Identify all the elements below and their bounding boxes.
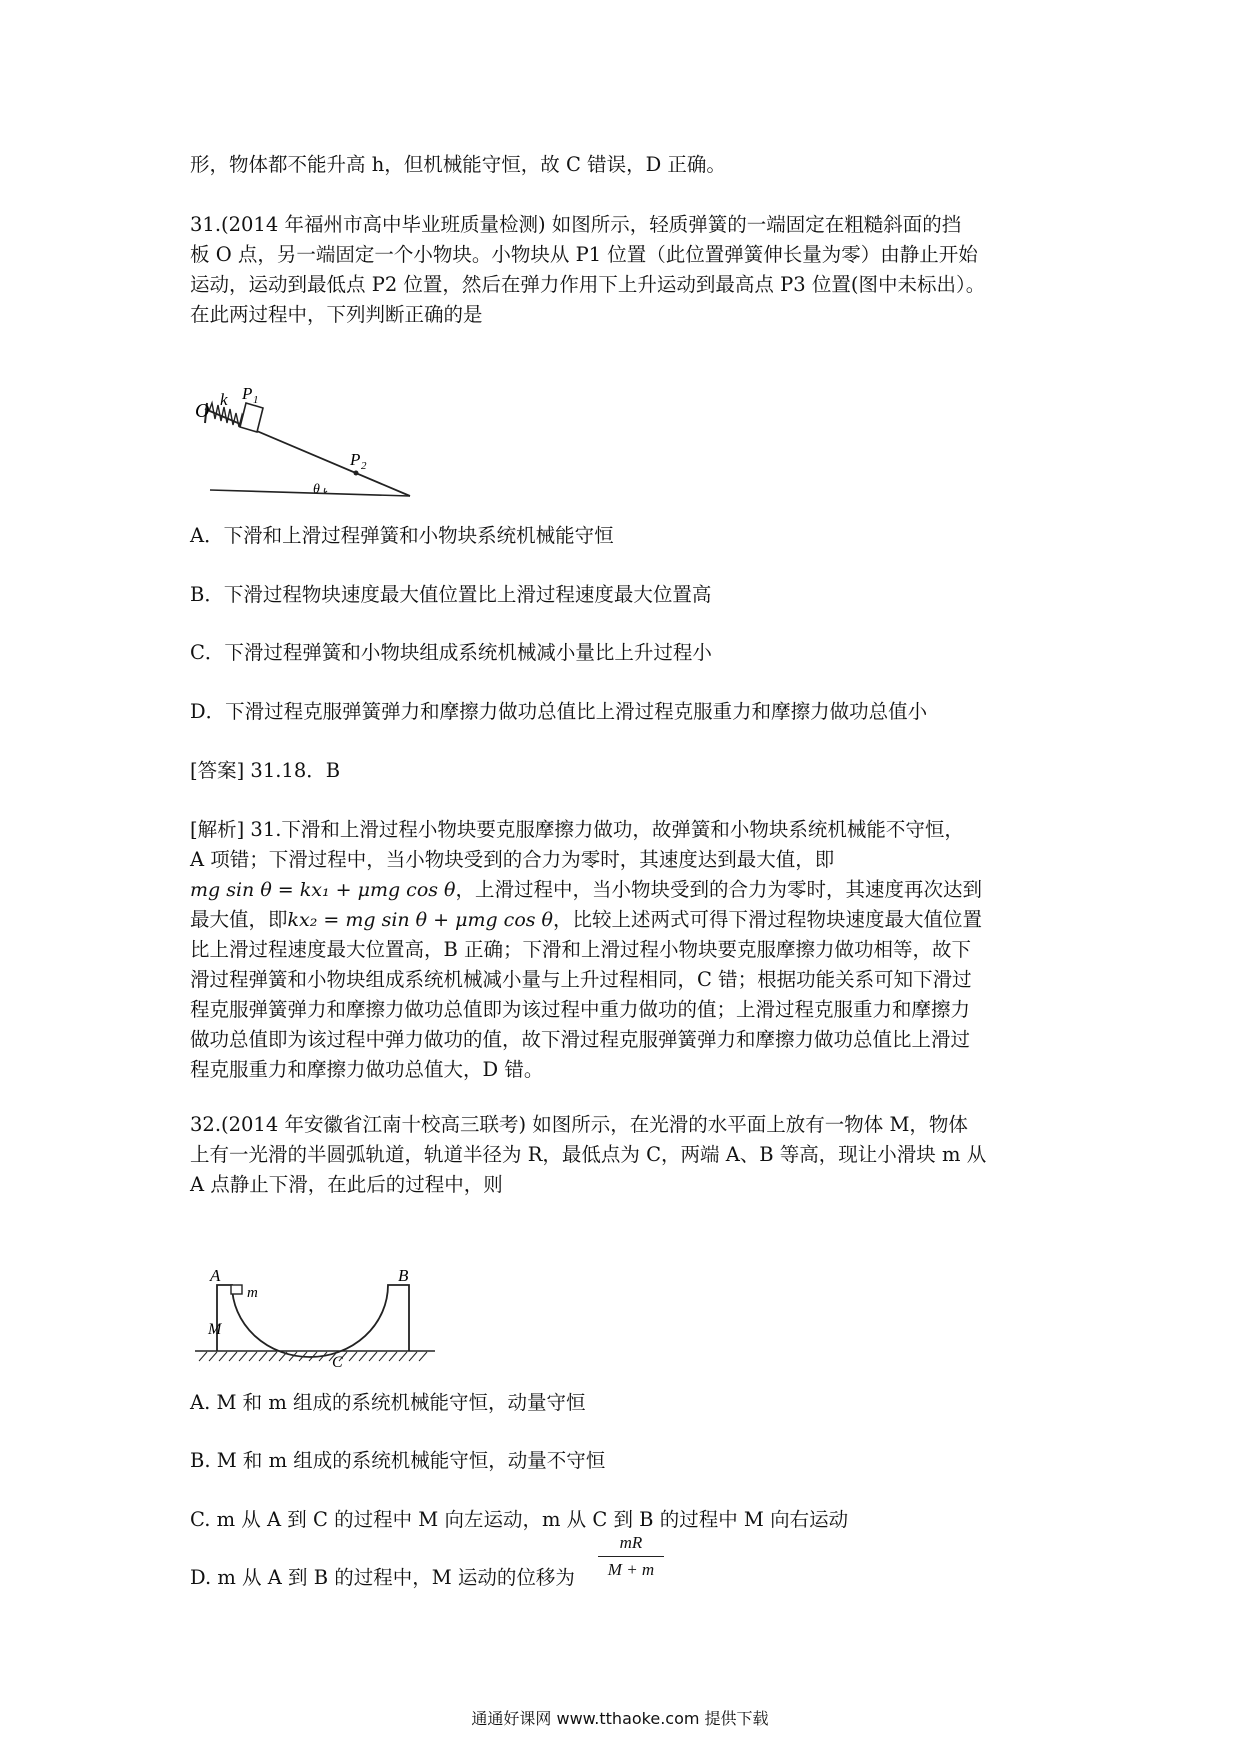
text-line: 比上滑过程速度最大位置高，B 正确；下滑和上滑过程小物块要克服摩擦力做功相等，故下 [190,938,972,961]
incline-spring-figure [195,375,425,509]
label-p1: P [242,384,253,403]
text-segment: ，上滑过程中，当小物块受到的合力为零时，其速度再次达到 [455,878,982,901]
option-b-32: B. M 和 m 组成的系统机械能守恒，动量不守恒 [190,1449,606,1472]
question-31-stem [190,210,1070,330]
text-line: 程克服重力和摩擦力做功总值大，D 错。 [190,1058,544,1081]
text-line [190,875,1070,905]
text-line: 形，物体都不能升高 h，但机械能守恒，故 C 错误，D 正确。 [190,153,726,176]
block-m [217,1285,409,1357]
label-big-m: M [208,1321,222,1338]
option-a-32: A. M 和 m 组成的系统机械能守恒，动量守恒 [190,1391,586,1414]
formula-1: mg sin θ = kx₁ + μmg cos θ [190,879,456,901]
option-c-32: C. m 从 A 到 C 的过程中 M 向左运动，m 从 C 到 B 的过程中 M 向右运动 [190,1508,849,1531]
text-line: 板 O 点，另一端固定一个小物块。小物块从 P1 位置（此位置弹簧伸长量为零）由静止开始 [190,243,978,266]
page-footer: 通通好课网 www.tthaoke.com 提供下载 [471,1709,769,1728]
text-line: 上有一光滑的半圆弧轨道，轨道半径为 R，最低点为 C，两端 A、B 等高，现让小滑块 m 从 [190,1143,987,1166]
text-segment: ，比较上述两式可得下滑过程物块速度最大值位置 [553,908,983,931]
slider-m [231,1285,242,1294]
incline-line [205,409,410,496]
label-small-m: m [247,1285,258,1301]
angle-arc [324,488,327,492]
formula-2: kx₂ = mg sin θ + μmg cos θ [287,909,553,931]
answer-31: [答案] 31.18．B [190,759,341,782]
fraction-numerator: mR [619,1533,643,1552]
ground-line [210,490,410,496]
question-32-stem [190,1110,1070,1200]
continuation-paragraph [190,150,1070,180]
semicircle-track-figure [195,1245,435,1379]
option-d-31: D．下滑过程克服弹簧弹力和摩擦力做功总值比上滑过程克服重力和摩擦力做功总值小 [190,700,928,723]
text-line: A 点静止下滑，在此后的过程中，则 [190,1173,503,1196]
label-theta: θ [313,482,320,497]
text-line: 31.(2014 年福州市高中毕业班质量检测) 如图所示，轻质弹簧的一端固定在粗糙斜面的挡 [190,213,962,236]
text-line: 32.(2014 年安徽省江南十校高三联考) 如图所示，在光滑的水平面上放有一物体 M，物体 [190,1113,968,1136]
option-a-31: A．下滑和上滑过程弹簧和小物块系统机械能守恒 [190,524,614,547]
label-k: k [220,390,228,409]
displacement-fraction [598,1533,664,1580]
text-line: A 项错；下滑过程中，当小物块受到的合力为零时，其速度达到最大值，即 [190,848,835,871]
text-line: [解析] 31.下滑和上滑过程小物块要克服摩擦力做功，故弹簧和小物块系统机械能不守恒， [190,818,964,841]
label-a: A [210,1266,221,1285]
text-line: 程克服弹簧弹力和摩擦力做功总值即为该过程中重力做功的值；上滑过程克服重力和摩擦力 [190,998,971,1021]
label-c: C [332,1354,343,1371]
fraction-denominator: M + m [607,1560,655,1579]
text-line: 做功总值即为该过程中弹力做功的值，故下滑过程克服弹簧弹力和摩擦力做功总值比上滑过 [190,1028,971,1051]
text-line: 运动，运动到最低点 P2 位置，然后在弹力作用下上升运动到最高点 P3 位置(图中未标出）。 [190,273,986,296]
block-p1 [240,403,263,432]
label-p2: P [350,450,361,469]
label-p2-sub: 2 [361,460,367,472]
label-p1-sub: 1 [253,394,259,406]
option-c-31: C．下滑过程弹簧和小物块组成系统机械减小量比上升过程小 [190,641,712,664]
analysis-31 [190,815,1070,1085]
text-line: 滑过程弹簧和小物块组成系统机械减小量与上升过程相同，C 错；根据功能关系可知下滑过 [190,968,972,991]
label-b: B [398,1266,409,1285]
point-p2 [354,471,359,476]
text-line [190,905,1070,935]
label-o: O [195,400,210,422]
text-line: 在此两过程中，下列判断正确的是 [190,303,483,326]
option-d-32: D. m 从 A 到 B 的过程中，M 运动的位移为 [190,1566,575,1589]
fraction-bar [598,1556,664,1557]
text-segment: 最大值，即 [190,908,288,931]
option-b-31: B．下滑过程物块速度最大值位置比上滑过程速度最大位置高 [190,583,712,606]
